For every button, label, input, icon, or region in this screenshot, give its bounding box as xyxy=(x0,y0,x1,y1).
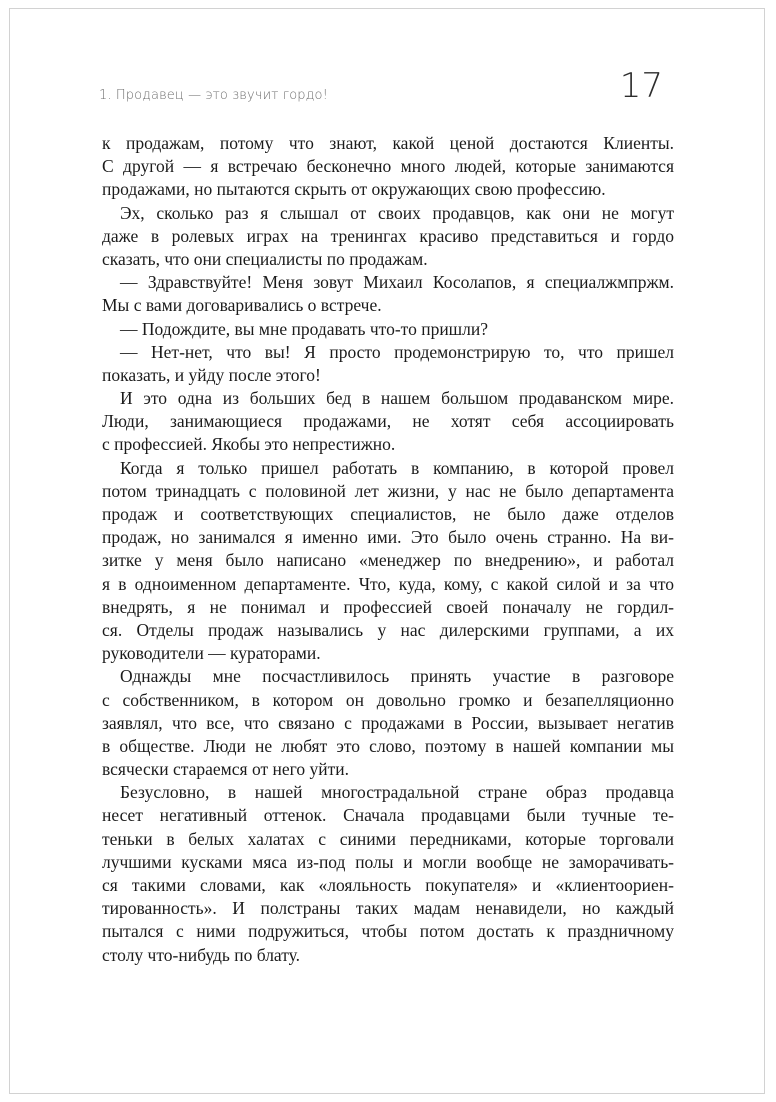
text-line: потом тринадцать с половиной лет жизни, у нас не было департамента xyxy=(102,480,674,501)
text-line: столу что-нибудь по блату. xyxy=(102,944,301,965)
text-line: ся. Отделы продаж назывались у нас дилерскими группами, а их xyxy=(102,619,674,640)
text-line: Мы с вами договаривались о встрече. xyxy=(102,295,382,316)
text-line: Когда я только пришел работать в компанию, в которой провел xyxy=(120,457,674,478)
text-line: лучшими кусками мяса из-под полы и могли вообще не заморачивать- xyxy=(102,851,674,872)
text-line: — Подождите, вы мне продавать что-то пришли? xyxy=(120,318,489,339)
text-line: пытался с ними подружиться, чтобы потом достать к праздничному xyxy=(102,921,674,942)
text-line: — Нет-нет, что вы! Я просто продемонстрирую то, что пришел xyxy=(120,341,674,362)
text-line: — Здравствуйте! Меня зовут Михаил Косолапов, я специалжмпржм. xyxy=(120,272,674,293)
text-line: даже в ролевых играх на тренингах красиво представиться и гордо xyxy=(102,225,674,246)
text-line: С другой — я встречаю бесконечно много людей, которые занимаются xyxy=(102,156,674,177)
text-line: продаж, но занимался я именно ими. Это было очень странно. На ви- xyxy=(102,527,674,548)
text-line: сказать, что они специалисты по продажам. xyxy=(102,248,428,269)
text-line: зитке у меня было написано «менеджер по внедрению», и работал xyxy=(102,550,674,571)
text-line: Однажды мне посчастливилось принять участие в разговоре xyxy=(120,666,674,687)
text-line: Безусловно, в нашей многострадальной стране образ продавца xyxy=(120,782,674,803)
text-line: несет негативный оттенок. Сначала продавцами были тучные те- xyxy=(102,805,674,826)
text-line: к продажам, потому что знают, какой ценой достаются Клиенты. xyxy=(102,133,674,153)
text-line: всячески стараемся от него уйти. xyxy=(102,759,349,780)
running-header-title: 1. Продавец — это звучит гордо! xyxy=(99,88,328,103)
text-line: продаж и соответствующих специалистов, не было даже отделов xyxy=(102,504,674,524)
text-line: Люди, занимающиеся продажами, не хотят себя ассоциировать xyxy=(102,411,674,432)
text-line: Эх, сколько раз я слышал от своих продавцов, как они не могут xyxy=(120,202,674,223)
text-line: показать, и уйду после этого! xyxy=(102,364,321,385)
text-line: продажами, но пытаются скрыть от окружающих свою профессию. xyxy=(102,179,606,200)
text-line: руководители — кураторами. xyxy=(102,643,321,664)
text-line: с собственником, в котором он довольно громко и безапелляционно xyxy=(102,689,674,710)
text-line: тированность». И полстраны таких мадам ненавидели, но каждый xyxy=(102,898,674,919)
text-line: ся такими словами, как «лояльность покупателя» и «клиентоориен- xyxy=(102,875,674,895)
text-line: с профессией. Якобы это непрестижно. xyxy=(102,434,396,455)
text-line: внедрять, я не понимал и профессией своей поначалу не гордил- xyxy=(102,596,674,617)
text-line: теньки в белых халатах с синими передниками, которые торговали xyxy=(102,828,674,849)
text-line: я в одноименном департаменте. Что, куда, кому, с какой силой и за что xyxy=(102,573,674,594)
text-line: заявлял, что все, что связано с продажами в России, вызывает негатив xyxy=(102,712,674,733)
page-number: 17 xyxy=(619,66,663,106)
text-line: И это одна из больших бед в нашем большом продаванском мире. xyxy=(120,388,674,409)
text-line: в обществе. Люди не любят это слово, поэтому в нашей компании мы xyxy=(102,735,674,756)
body-text xyxy=(102,132,674,967)
